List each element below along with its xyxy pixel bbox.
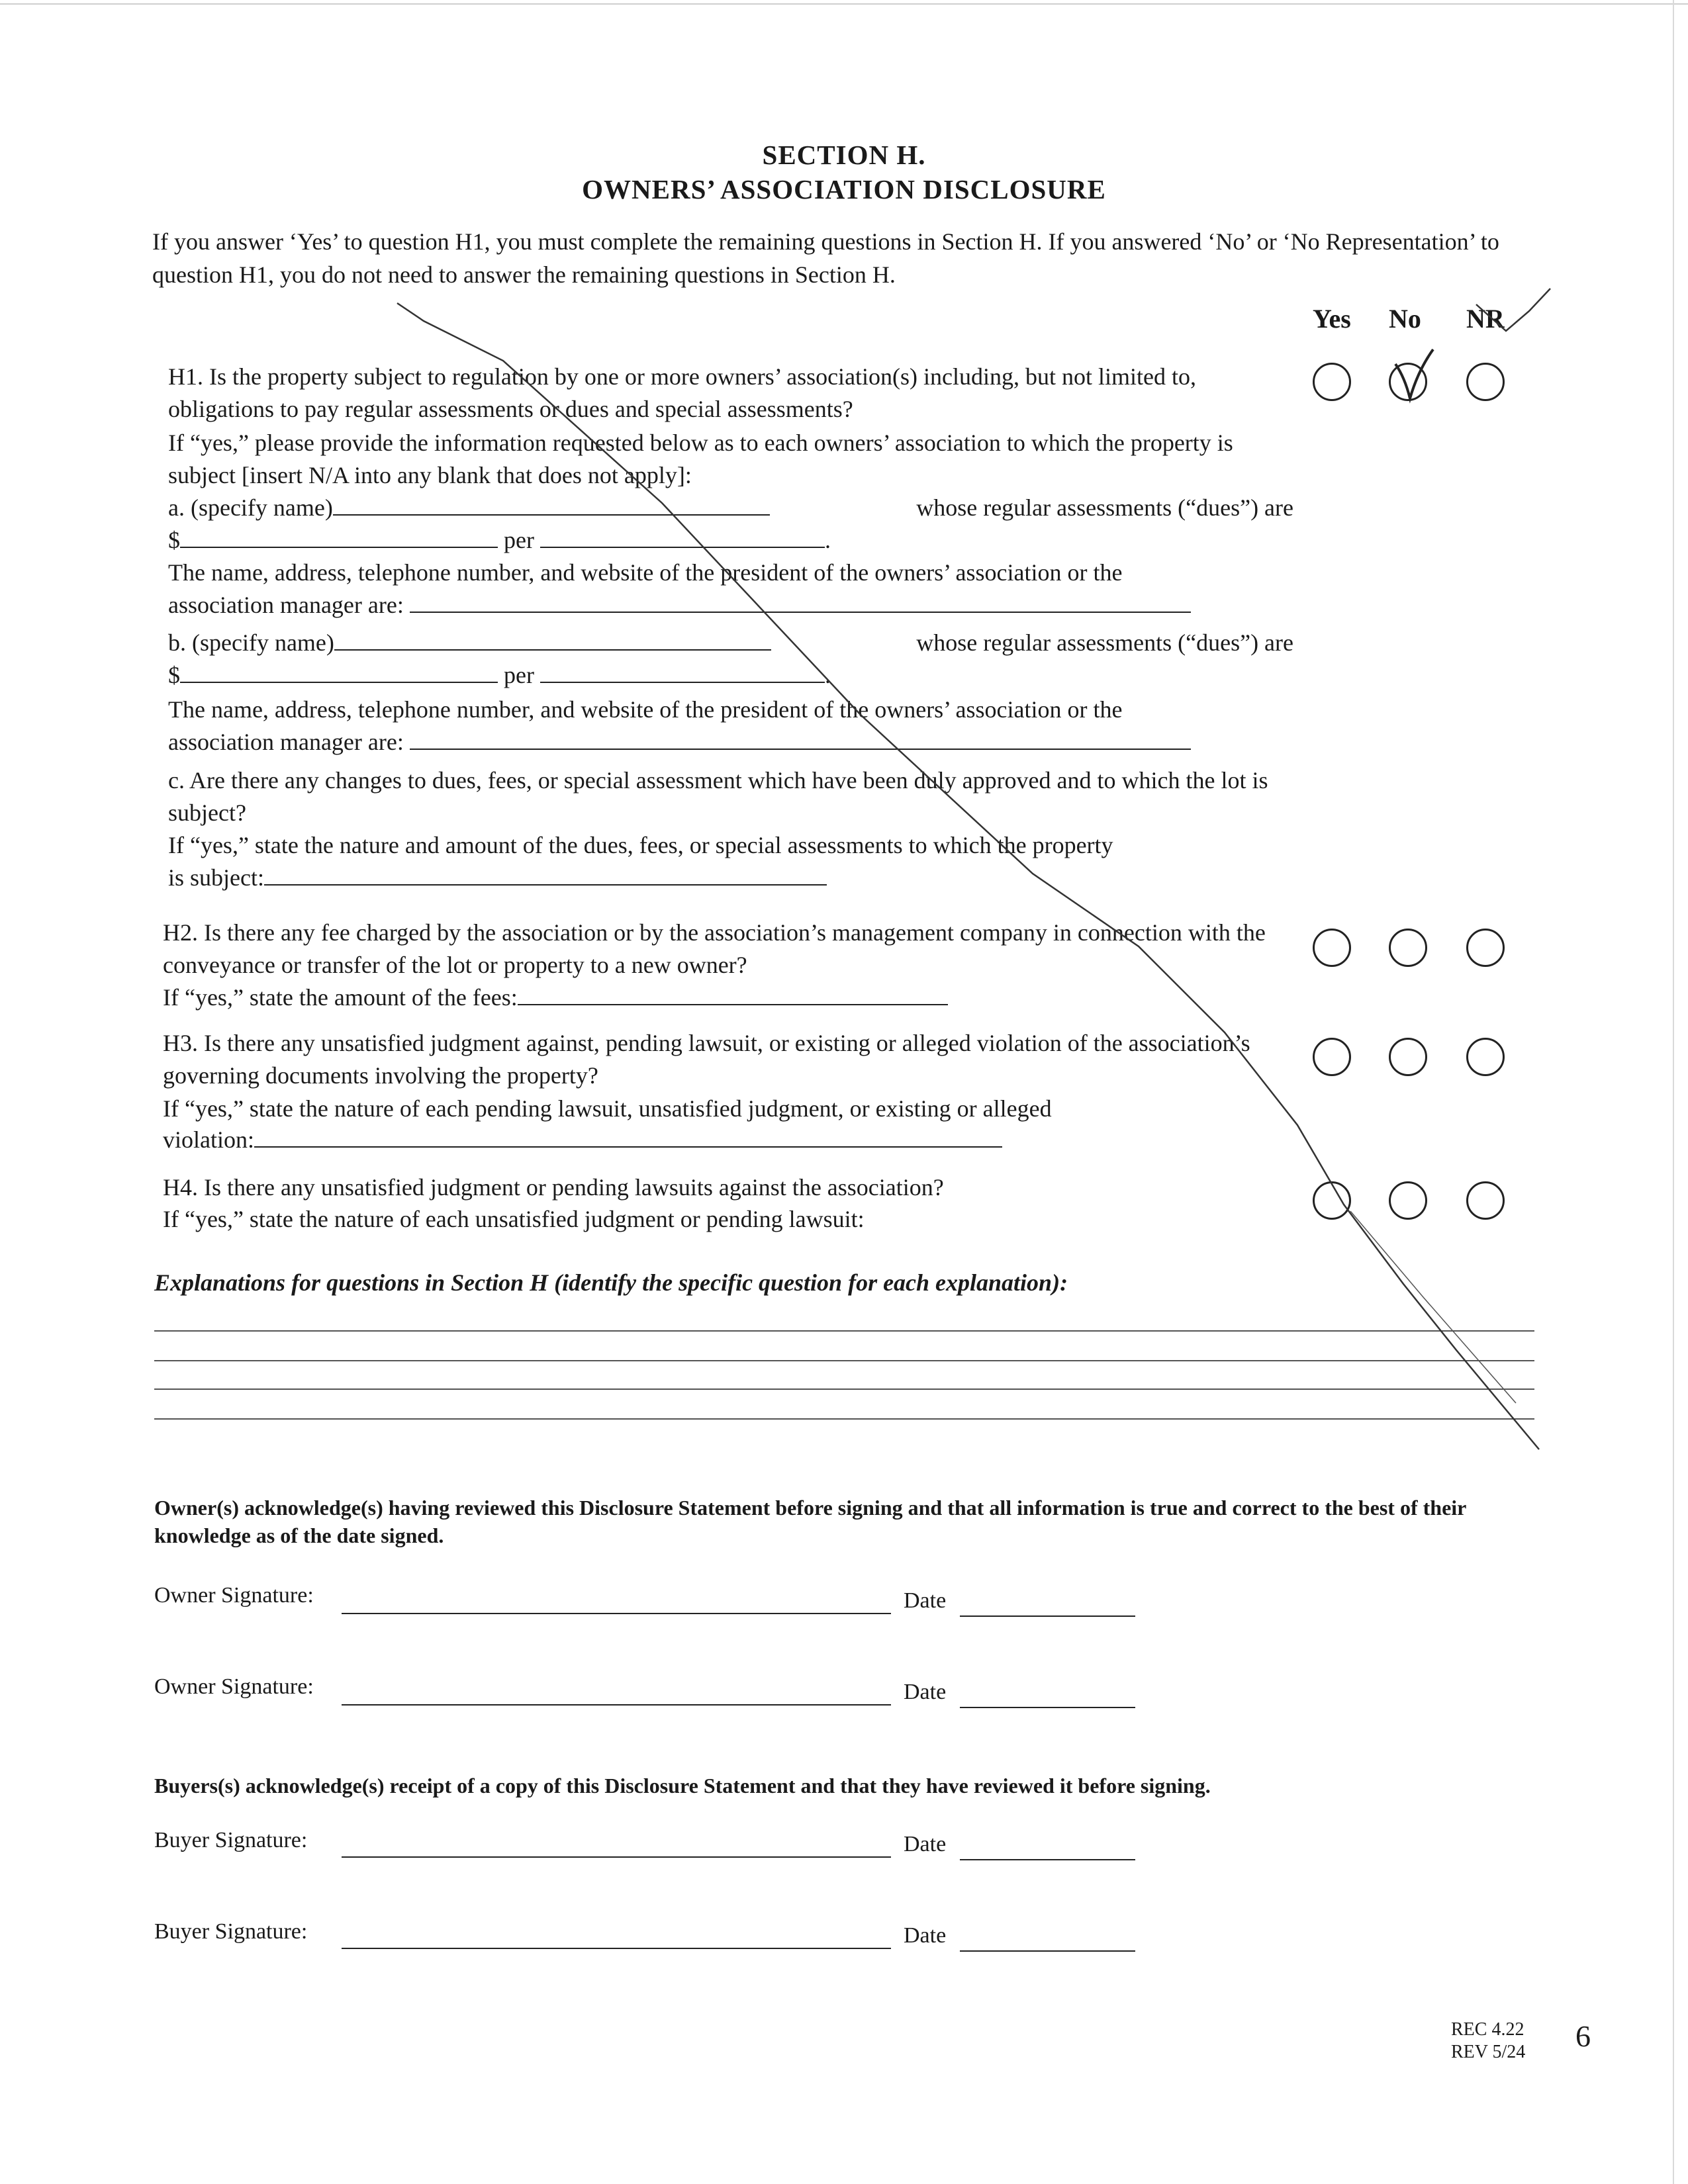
h2-question: H2. Is there any fee charged by the association or by the association’s management company in connection with the conveyance or transfer of the lot or property to a new owner? (163, 919, 1266, 978)
h1-b-manager-row (168, 726, 1293, 758)
h3-if-yes: If “yes,” state the nature of each pending lawsuit, unsatisfied judgment, or existing or alleged (163, 1095, 1052, 1122)
h1-b-amount-field[interactable] (180, 682, 498, 683)
owner-signature-field-2[interactable] (342, 1704, 891, 1706)
h1-a-manager-field[interactable] (410, 612, 1191, 613)
footer-codes (1451, 2019, 1525, 2064)
h1-c-question: c. Are there any changes to dues, fees, or special assessment which have been duly approved and to which the lot is subject? (168, 767, 1268, 826)
buyer-signature-field-1[interactable] (342, 1856, 891, 1858)
h1-b-per: per (504, 662, 534, 688)
owner-signature-label-2: Owner Signature: (154, 1674, 314, 1699)
h3-no-radio[interactable] (1389, 1038, 1427, 1076)
h1-c-if-yes: If “yes,” state the nature and amount of the dues, fees, or special assessments to which the property (168, 832, 1113, 858)
explanation-line-2[interactable] (154, 1360, 1534, 1361)
h3-yes-radio[interactable] (1313, 1038, 1351, 1076)
h1-b-period-field[interactable] (540, 682, 825, 683)
h1-a-per: per (504, 527, 534, 553)
h1-c-subject-field[interactable] (264, 884, 827, 886)
h2-fee-field[interactable] (518, 1004, 948, 1005)
h1-no-checkmark-icon (1390, 344, 1436, 404)
explanation-line-3[interactable] (154, 1388, 1534, 1390)
h1-a-label: a. (specify name) (168, 494, 333, 521)
h3-violation-row (163, 1124, 1295, 1156)
h1-question: H1. Is the property subject to regulation by one or more owners’ association(s) including, but not limited to, obligations to pay regular assessments or dues and special assessments? (168, 363, 1197, 422)
buyer-signature-label-1: Buyer Signature: (154, 1828, 308, 1852)
intro-text: If you answer ‘Yes’ to question H1, you must complete the remaining questions in Section H. If you answered ‘No’ or ‘No Representation’ to question H1, you do not need to answer the remaining questions in Section H. (152, 228, 1499, 288)
h1-a-amount-row: $ per . (168, 527, 831, 553)
buyer-signature-field-2[interactable] (342, 1948, 891, 1949)
owner-date-field-2[interactable] (960, 1707, 1135, 1708)
checkmark-stroke (1395, 349, 1433, 398)
section-heading: SECTION H. (762, 140, 926, 170)
h3-violation-field[interactable] (254, 1146, 1002, 1148)
h1-b-label: b. (specify name) (168, 629, 334, 656)
form-code: REC 4.22 (1451, 2019, 1524, 2040)
h1-b-dollar: $ (168, 662, 180, 688)
h1-c-subject-label: is subject: (168, 864, 264, 891)
h1-c-subject-row (168, 862, 1293, 894)
h1-nr-radio[interactable] (1466, 363, 1505, 401)
h2-if-yes-row (163, 981, 1295, 1014)
h1-a-manager-label: association manager are: (168, 592, 404, 618)
h1-b-name-field[interactable] (334, 649, 771, 651)
h1-a-name-field[interactable] (333, 514, 770, 516)
section-title: OWNERS’ ASSOCIATION DISCLOSURE (582, 174, 1106, 205)
column-no: No (1389, 304, 1421, 334)
buyer-signature-label-2: Buyer Signature: (154, 1919, 308, 1944)
page-number: 6 (1575, 2019, 1591, 2053)
h1-b-manager-label: association manager are: (168, 729, 404, 755)
h2-no-radio[interactable] (1389, 929, 1427, 967)
h2-if-yes-label: If “yes,” state the amount of the fees: (163, 984, 518, 1011)
h1-b-dues-text: whose regular assessments (“dues”) are (916, 629, 1293, 656)
column-nr: NR (1466, 304, 1505, 334)
explanations-label: Explanations for questions in Section H (identify the specific question for each explanation): (154, 1269, 1068, 1296)
h4-no-radio[interactable] (1389, 1181, 1427, 1220)
form-revision: REV 5/24 (1451, 2042, 1526, 2062)
h1-a-manager-row (168, 589, 1293, 621)
owner-signature-field-1[interactable] (342, 1613, 891, 1614)
h3-violation-label: violation: (163, 1126, 254, 1153)
h1-a-amount-field[interactable] (180, 547, 498, 548)
buyer-date-field-2[interactable] (960, 1950, 1135, 1952)
h1-yes-radio[interactable] (1313, 363, 1351, 401)
page-right-border (1673, 0, 1674, 2184)
h1-b-amount-row: $ per . (168, 662, 831, 688)
column-yes: Yes (1313, 304, 1351, 334)
buyer-acknowledgement: Buyers(s) acknowledge(s) receipt of a copy of this Disclosure Statement and that they have reviewed it before signing. (154, 1774, 1211, 1797)
owner-date-field-1[interactable] (960, 1615, 1135, 1617)
explanation-line-4[interactable] (154, 1418, 1534, 1420)
buyer-date-label-2: Date (904, 1923, 947, 1948)
h1-if-yes: If “yes,” please provide the information requested below as to each owners’ association to which the property is subject [insert N/A into any blank that does not apply]: (168, 430, 1233, 488)
h4-nr-radio[interactable] (1466, 1181, 1505, 1220)
h4-if-yes: If “yes,” state the nature of each unsatisfied judgment or pending lawsuit: (163, 1206, 865, 1232)
h1-a-period-field[interactable] (540, 547, 825, 548)
h4-question: H4. Is there any unsatisfied judgment or pending lawsuits against the association? (163, 1174, 944, 1201)
h3-nr-radio[interactable] (1466, 1038, 1505, 1076)
buyer-date-field-1[interactable] (960, 1859, 1135, 1860)
buyer-date-label-1: Date (904, 1832, 947, 1856)
h3-question: H3. Is there any unsatisfied judgment against, pending lawsuit, or existing or alleged violation of the association’s governing documents involving the property? (163, 1030, 1250, 1089)
h2-nr-radio[interactable] (1466, 929, 1505, 967)
h1-a-row (168, 492, 1293, 524)
h1-a-dues-text: whose regular assessments (“dues”) are (916, 494, 1293, 521)
page-top-border (0, 3, 1688, 5)
owner-signature-label-1: Owner Signature: (154, 1583, 314, 1608)
explanation-line-1[interactable] (154, 1330, 1534, 1332)
h4-yes-radio[interactable] (1313, 1181, 1351, 1220)
strike-path-shadow (1350, 1211, 1516, 1403)
h1-b-row (168, 627, 1293, 659)
h1-b-manager-field[interactable] (410, 749, 1191, 750)
owner-acknowledgement: Owner(s) acknowledge(s) having reviewed this Disclosure Statement before signing and that all information is true and correct to the best of their knowledge as of the date signed. (154, 1496, 1466, 1547)
owner-date-label-2: Date (904, 1680, 947, 1704)
h1-a-president-text: The name, address, telephone number, and website of the president of the owners’ association or the (168, 559, 1123, 586)
h1-b-president-text: The name, address, telephone number, and website of the president of the owners’ association or the (168, 696, 1123, 723)
owner-date-label-1: Date (904, 1588, 947, 1613)
h1-a-dollar: $ (168, 527, 180, 553)
h2-yes-radio[interactable] (1313, 929, 1351, 967)
